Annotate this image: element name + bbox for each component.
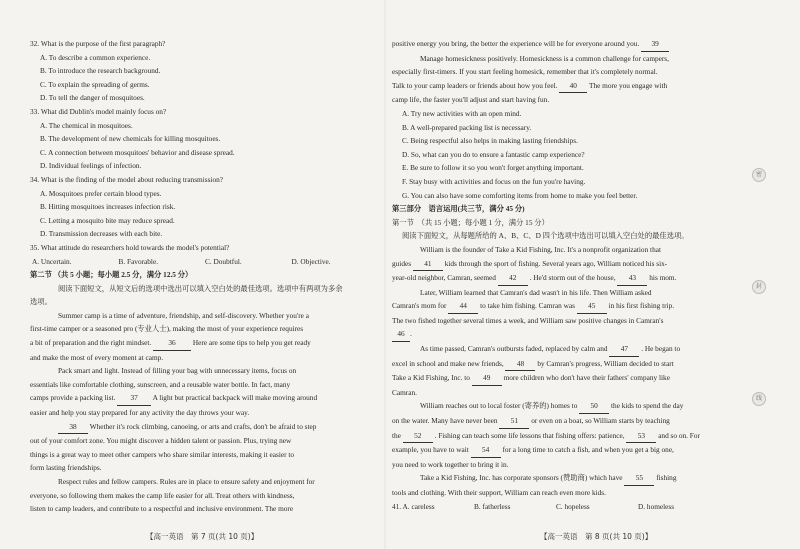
section-2-instruction-cont: 选项。 xyxy=(30,297,52,307)
option-32a: A. To describe a common experience. xyxy=(40,52,151,62)
passage-line xyxy=(30,336,378,351)
cloze-text: to take him fishing. Camran was xyxy=(480,301,575,311)
cloze-line: The two fished together several times a week, and William saw positive changes in Camran's xyxy=(392,315,664,325)
cloze-text: on the water. Many have never been xyxy=(392,416,498,426)
passage-text: a bit of preparation and the right mindset. xyxy=(30,338,152,348)
option-33d: D. Individual feelings of infection. xyxy=(40,161,142,171)
option-32d: D. To tell the danger of mosquitoes. xyxy=(40,93,145,103)
cloze-text: the xyxy=(392,430,401,440)
cloze-text: . He began to xyxy=(641,344,681,354)
passage-line xyxy=(30,391,378,406)
option-35d: D. Objective. xyxy=(291,256,331,266)
passage-line: form lasting friendships. xyxy=(30,463,102,473)
cloze-line xyxy=(392,443,727,458)
cloze-line xyxy=(392,342,727,357)
option-g: G. You can also have some comforting items from home to make you feel better. xyxy=(402,190,638,200)
blank-46[interactable]: 46 xyxy=(392,327,410,342)
passage-line: Pack smart and light. Instead of filling your bag with unnecessary items, focus on xyxy=(58,366,297,376)
binding-mark-text: 密 xyxy=(755,171,762,178)
page-footer-left: 【高一英语 第 7 页(共 10 页)】 xyxy=(146,532,259,541)
part-3-heading: 第三部分 语言运用(共三节，满分 45 分) xyxy=(392,204,525,214)
cloze-line xyxy=(392,257,727,272)
option-32b: B. To introduce the research background. xyxy=(40,66,161,76)
cloze-text: example, you have to wait xyxy=(392,445,469,455)
cloze-line: tools and clothing. With their support, William can reach even more kids. xyxy=(392,488,606,497)
passage-text: Talk to your camp leaders or friends about how you feel. xyxy=(392,80,558,90)
option-33c: C. A connection between mosquitoes' behavior and disease spread. xyxy=(40,147,235,157)
binding-mark-text: 线 xyxy=(755,395,762,402)
option-e: E. Be sure to follow it so you won't forget anything important. xyxy=(402,163,584,173)
cloze-text: kids through the sport of fishing. Several years ago, William noticed his six- xyxy=(444,258,668,268)
cloze-text: William reaches out to local foster (寄养的) homes to xyxy=(420,401,578,411)
binding-mark xyxy=(752,280,766,294)
option-41c: C. hopeless xyxy=(556,501,590,511)
option-41d: D. homeless xyxy=(638,501,675,511)
blank-38[interactable]: 38 xyxy=(58,420,88,435)
cloze-text: fishing xyxy=(656,473,677,483)
passage-line: everyone, so following them makes the camp life easier for all. Treat others with kindness, xyxy=(30,490,295,500)
passage-line: things is a great way to meet other campers who share similar interests, making it easier to xyxy=(30,449,295,459)
cloze-text: Take a Kid Fishing, Inc. to xyxy=(392,373,470,383)
blank-48[interactable]: 48 xyxy=(505,357,535,372)
option-34c: C. Letting a mosquito bite may reduce spread. xyxy=(40,215,175,225)
passage-line: Summer camp is a time of adventure, friendship, and self-discovery. Whether you're a xyxy=(58,310,309,320)
cloze-line: you need to work together to bring it in. xyxy=(392,459,509,469)
cloze-line xyxy=(392,299,727,314)
blank-41[interactable]: 41 xyxy=(413,257,443,272)
cloze-text: more children who don't have their fathers' company like xyxy=(503,373,670,383)
blank-43[interactable]: 43 xyxy=(617,271,647,286)
cloze-text: As time passed, Camran's outbursts faded, replaced by calm and xyxy=(420,344,608,354)
cloze-line xyxy=(392,327,727,342)
cloze-text: Camran's mom for xyxy=(392,301,447,311)
cloze-text: and so on. For xyxy=(658,430,700,440)
passage-text: A light but practical backpack will make moving around xyxy=(152,393,318,403)
right-column xyxy=(392,37,727,513)
blank-40[interactable]: 40 xyxy=(559,79,587,94)
binding-mark xyxy=(752,168,766,182)
passage-text: Here are some tips to help you get ready xyxy=(192,338,311,348)
passage-line: and make the most of every moment at camp. xyxy=(30,352,164,362)
passage-line xyxy=(392,79,727,94)
page-footer-right: 【高一英语 第 8 页(共 10 页)】 xyxy=(540,532,653,541)
option-33b: B. The development of new chemicals for killing mosquitoes. xyxy=(40,134,221,144)
cloze-line: Later, William learned that Camran's dad wasn't in his life. Then William asked xyxy=(420,287,652,297)
option-34d: D. Transmission decreases with each bite. xyxy=(40,229,163,239)
binding-mark xyxy=(752,392,766,406)
option-34b: B. Hitting mosquitoes increases infection risk. xyxy=(40,202,176,212)
option-41b: B. fatherless xyxy=(474,501,511,511)
cloze-text: in his first fishing trip. xyxy=(608,301,675,311)
cloze-text: or even on a boat, so William starts by teaching xyxy=(531,416,670,426)
option-35b: B. Favorable. xyxy=(118,256,159,266)
cloze-text: year-old neighbor, Camran, seemed xyxy=(392,273,496,283)
cloze-text: for a long time to catch a fish, and when you get a big one, xyxy=(502,445,674,455)
blank-42[interactable]: 42 xyxy=(498,271,528,286)
question-35: 35. What attitude do researchers hold towards the model's potential? xyxy=(30,242,230,252)
blank-44[interactable]: 44 xyxy=(448,299,478,314)
passage-line: Respect rules and fellow campers. Rules are in place to ensure safety and enjoyment for xyxy=(58,477,315,486)
option-a: A. Try new activities with an open mind. xyxy=(402,108,522,118)
cloze-text: by Camran's progress, William decided to start xyxy=(537,358,674,368)
passage-text: camps provide a packing list. xyxy=(30,393,116,403)
cloze-text: . He'd storm out of the house, xyxy=(529,273,616,283)
cloze-text: his mom. xyxy=(649,273,677,283)
option-b: B. A well-prepared packing list is necessary. xyxy=(402,122,532,132)
passage-line: Manage homesickness positively. Homesickness is a common challenge for campers, xyxy=(420,53,669,63)
option-33a: A. The chemical in mosquitoes. xyxy=(40,120,133,130)
cloze-line xyxy=(392,357,727,372)
cloze-text: . Fishing can teach some life lessons that fishing offers: patience, xyxy=(434,430,625,440)
cloze-text: guides xyxy=(392,258,412,268)
passage-line xyxy=(392,37,727,52)
cloze-line xyxy=(392,414,727,429)
option-34a: A. Mosquitoes prefer certain blood types. xyxy=(40,188,162,198)
cloze-text: . xyxy=(410,329,412,339)
passage-line: easier and help you stay prepared for any activity the day throws your way. xyxy=(30,408,250,418)
passage-line: essentials like comfortable clothing, sunscreen, and a reusable water bottle. In fact, many xyxy=(30,379,291,389)
section-2-instruction: 阅读下面短文，从短文后的选项中选出可以填入空白处的最佳选项。选项中有两项为多余 xyxy=(58,283,343,293)
passage-line: especially first-timers. If you start feeling homesick, remember that it's completely normal. xyxy=(392,67,658,77)
section-2-heading: 第二节 （共 5 小题；每小题 2.5 分，满分 12.5 分） xyxy=(30,270,193,280)
blank-36[interactable]: 36 xyxy=(153,336,191,351)
blank-53[interactable]: 53 xyxy=(626,429,656,444)
part-3-section-1: 第一节 （共 15 小题；每小题 1 分，满分 15 分） xyxy=(392,217,549,227)
blank-37[interactable]: 37 xyxy=(117,391,151,406)
passage-line xyxy=(30,420,378,435)
cloze-line: William is the founder of Take a Kid Fishing, Inc. It's a nonprofit organization that xyxy=(420,244,661,254)
option-41a: 41. A. careless xyxy=(392,501,435,511)
options-41 xyxy=(392,500,727,514)
blank-50[interactable]: 50 xyxy=(579,399,609,414)
passage-line: camp life, the faster you'll adjust and start having fun. xyxy=(392,95,550,105)
blank-51[interactable]: 51 xyxy=(499,414,529,429)
page-gutter xyxy=(384,0,386,549)
options-35 xyxy=(30,255,378,269)
option-f: F. Stay busy with activities and focus on the fun you're having. xyxy=(402,176,586,186)
part-3-instruction: 阅读下面短文，从每题所给的 A、B、C、D 四个选项中选出可以填入空白处的最佳选项。 xyxy=(402,231,689,241)
blank-52[interactable]: 52 xyxy=(403,429,433,444)
option-35c: C. Doubtful. xyxy=(205,256,242,266)
cloze-line xyxy=(392,271,727,286)
question-33: 33. What did Dublin's model mainly focus on? xyxy=(30,106,167,116)
binding-mark-text: 封 xyxy=(755,283,762,290)
passage-text: positive energy you bring, the better the experience will be for everyone around you. xyxy=(392,39,640,48)
passage-text: The more you engage with xyxy=(588,80,668,90)
blank-47[interactable]: 47 xyxy=(609,342,639,357)
cloze-text: Take a Kid Fishing, Inc. has corporate sponsors (赞助商) which have xyxy=(420,473,623,483)
blank-54[interactable]: 54 xyxy=(471,443,501,458)
cloze-line xyxy=(392,471,727,486)
blank-39[interactable]: 39 xyxy=(641,37,669,52)
blank-49[interactable]: 49 xyxy=(472,371,502,386)
option-32c: C. To explain the spreading of germs. xyxy=(40,79,150,89)
question-32: 32. What is the purpose of the first paragraph? xyxy=(30,39,166,48)
passage-line: out of your comfort zone. You might discover a hidden talent or passion. Plus, trying new xyxy=(30,436,292,446)
passage-line: first-time camper or a seasoned pro (专业人士), making the most of your experience requires xyxy=(30,324,304,334)
cloze-line xyxy=(392,429,727,444)
cloze-line xyxy=(392,371,727,386)
question-34: 34. What is the finding of the model about reducing transmission? xyxy=(30,174,223,184)
cloze-line xyxy=(392,399,727,414)
passage-line: listen to camp leaders, and contribute to a respectful and inclusive environment. The more xyxy=(30,504,294,514)
cloze-text: excel in school and make new friends, xyxy=(392,358,504,368)
option-d: D. So, what can you do to ensure a fantastic camp experience? xyxy=(402,149,585,159)
cloze-text: the kids to spend the day xyxy=(611,401,684,411)
left-column xyxy=(30,37,378,516)
option-35a: A. Uncertain. xyxy=(32,256,72,266)
option-c: C. Being respectful also helps in making lasting friendships. xyxy=(402,136,578,146)
passage-text: Whether it's rock climbing, canoeing, or arts and crafts, don't be afraid to step xyxy=(89,421,317,431)
cloze-line: Camran. xyxy=(392,387,417,397)
blank-55[interactable]: 55 xyxy=(624,471,654,486)
blank-45[interactable]: 45 xyxy=(577,299,607,314)
